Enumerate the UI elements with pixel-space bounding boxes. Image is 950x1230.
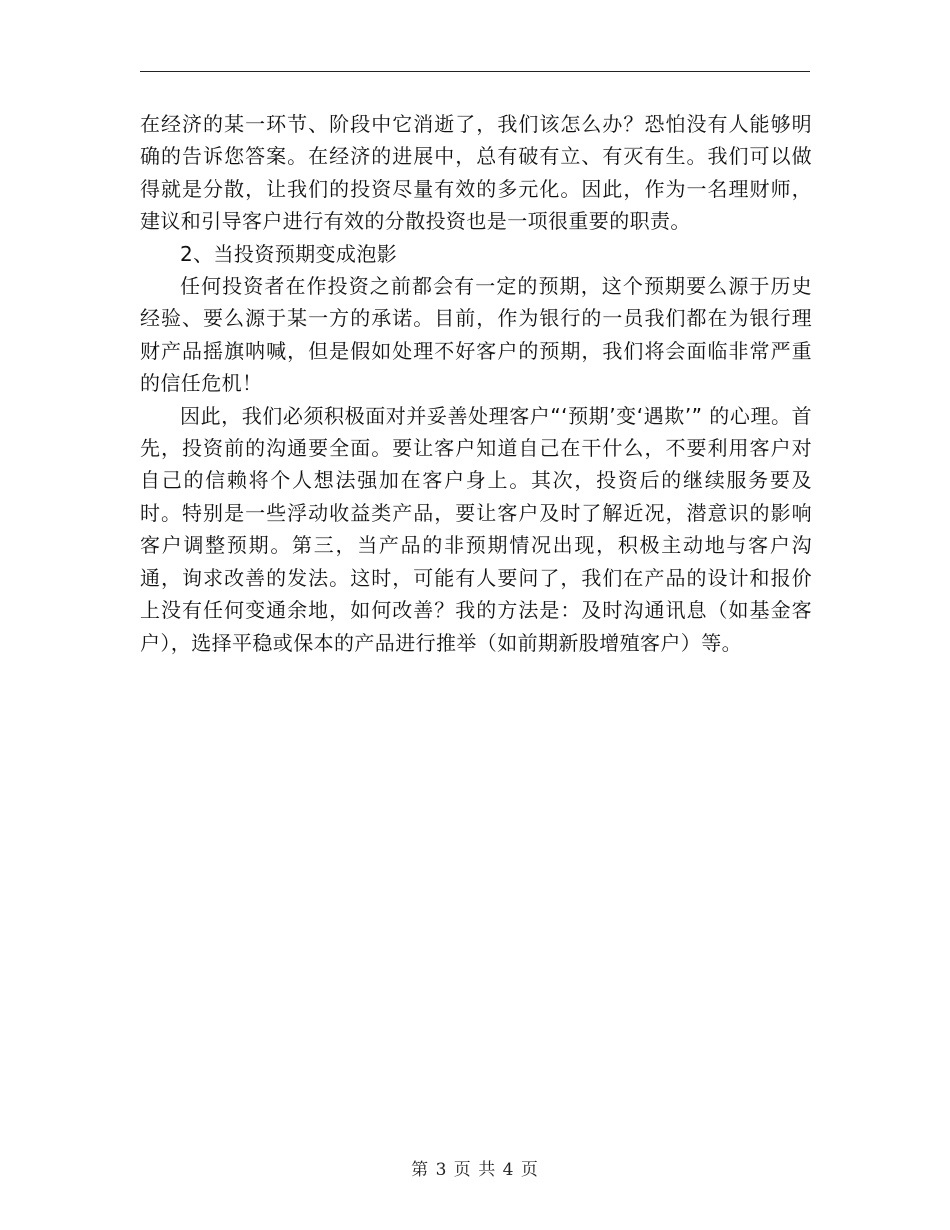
paragraph-1: 在经济的某一环节、阶段中它消逝了，我们该怎么办？恐怕没有人能够明确的告诉您答案。在经济的进展中，总有破有立、有灭有生。我们可以做得就是分散，让我们的投资尽量有效的多元化。因此，作为一名理财师，建议和引导客户进行有效的分散投资也是一项很重要的职责。 <box>140 112 812 234</box>
section-heading-2: 2、当投资预期变成泡影 <box>180 241 398 266</box>
header-rule <box>140 71 810 72</box>
paragraph-3: 因此，我们必须积极面对并妥善处理客户“‘预期’变‘遇欺’” 的心理。首先，投资前的沟通要全面。要让客户知道自己在干什么，不要利用客户对自己的信赖将个人想法强加在客户身上。其次，投资后的继续服务要及时。特别是一些浮动收益类产品，要让客户及时了解近况，潜意识的影响客户调整预期。第三，当产品的非预期情况出现，积极主动地与客户沟通，询求改善的发法。这时，可能有人要问了，我们在产品的设计和报价上没有任何变通余地，如何改善？我的方法是：及时沟通讯息（如基金客户），选择平稳或保本的产品进行推举（如前期新股增殖客户）等。 <box>140 403 812 655</box>
page-number-footer: 第 3 页 共 4 页 <box>411 1160 539 1180</box>
paragraph-2: 任何投资者在作投资之前都会有一定的预期，这个预期要么源于历史经验、要么源于某一方的承诺。目前，作为银行的一员我们都在为银行理财产品摇旗呐喊，但是假如处理不好客户的预期，我们将会面临非常严重的信任危机！ <box>140 274 812 396</box>
body-text <box>140 108 812 659</box>
